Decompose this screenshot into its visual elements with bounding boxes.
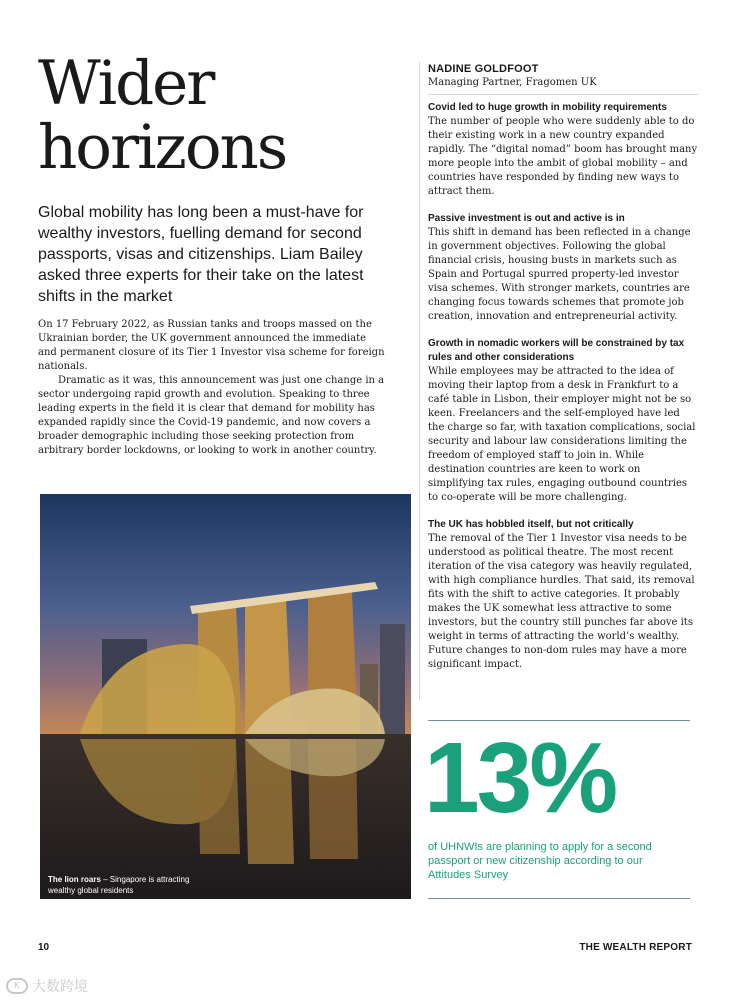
watermark <box>6 976 88 996</box>
expert-name: NADINE GOLDFOOT <box>428 63 539 75</box>
stat-description: of UHNWIs are planning to apply for a second passport or new citizenship according to our Attitudes Survey <box>428 841 652 881</box>
intro-paragraph: Dramatic as it was, this announcement was just one change in a sector undergoing rapid growth and evolution. Speaking to three leading experts in the field it is clear that demand for mobility has expanded rapidly since the Covid-19 pandemic, and now covers a broader demographic including those seeking protection from arbitrary border lockdowns, or looking to work in another country. <box>38 375 385 456</box>
expert-role: Managing Partner, Fragomen UK <box>428 77 597 88</box>
watermark-text: 大数跨境 <box>32 979 88 995</box>
watermark-logo-icon: K <box>6 978 28 994</box>
publication-title: THE WEALTH REPORT <box>579 942 692 953</box>
intro-text <box>38 318 388 458</box>
section-body: The removal of the Tier 1 Investor visa needs to be understood as political theatre. The most recent iteration of the visa category was heavily regulated, with high compliance hurdles. That said, its removal fits with the shift to active categories. It probably makes the UK somewhat less attractive to some investors, but the country still punches far above its weight in terms of attracting the world’s wealthy. Future changes to non-dom rules may have a more significant impact. <box>428 533 695 670</box>
caption-text: – Singapore is attracting wealthy global residents <box>48 875 190 895</box>
stat-rule-bottom <box>428 898 690 899</box>
section-heading: The UK has hobbled itself, but not critically <box>428 519 634 530</box>
stat-rule-top <box>428 720 690 721</box>
page-number: 10 <box>38 942 50 953</box>
photo-caption <box>48 874 218 896</box>
column-divider <box>419 62 420 700</box>
headline: Wider horizons <box>38 48 287 183</box>
section-heading: Covid led to huge growth in mobility requirements <box>428 102 667 113</box>
caption-title: The lion roars <box>48 875 101 884</box>
expert-column <box>428 62 698 685</box>
section-body: While employees may be attracted to the idea of moving their laptop from a desk in Frankfurt to a café table in Lisbon, their employer might not be so keen. Freelancers and the self-employed have led the charge so far, with taxation complications, social security and labour law considerations limiting the freedom of employed staff to join in. While destination countries are keen to work on simplifying tax rules, engaging outbound countries to co-operate will be more challenging. <box>428 366 696 503</box>
section-heading: Passive investment is out and active is in <box>428 213 625 224</box>
intro-paragraph: On 17 February 2022, as Russian tanks and troops massed on the Ukrainian border, the UK government announced the immediate and permanent closure of its Tier 1 Investor visa scheme for foreign nationals. <box>38 319 385 372</box>
section-heading: Growth in nomadic workers will be constrained by tax rules and other considerations <box>428 338 685 363</box>
section-rule <box>428 94 698 95</box>
section-body: The number of people who were suddenly able to do their existing work in a new country expanded rapidly. The “digital nomad” boom has brought many more people into the ambit of global mobility – and countries have responded by finding new ways to attract them. <box>428 116 698 197</box>
standfirst: Global mobility has long been a must-have for wealthy investors, fuelling demand for second passports, visas and citizenships. Liam Bailey asked three experts for their take on the latest shifts in the market <box>38 204 364 305</box>
singapore-skyline-photo <box>40 494 411 899</box>
stat-number: 13% <box>424 722 616 834</box>
section-body: This shift in demand has been reflected in a change in government objectives. Following the global financial crisis, housing busts in markets such as Spain and Portugal spurred property-led investor visa schemes. With stronger markets, countries are changing focus towards schemes that promote job creation, innovation and entrepreneurial activity. <box>428 227 691 322</box>
